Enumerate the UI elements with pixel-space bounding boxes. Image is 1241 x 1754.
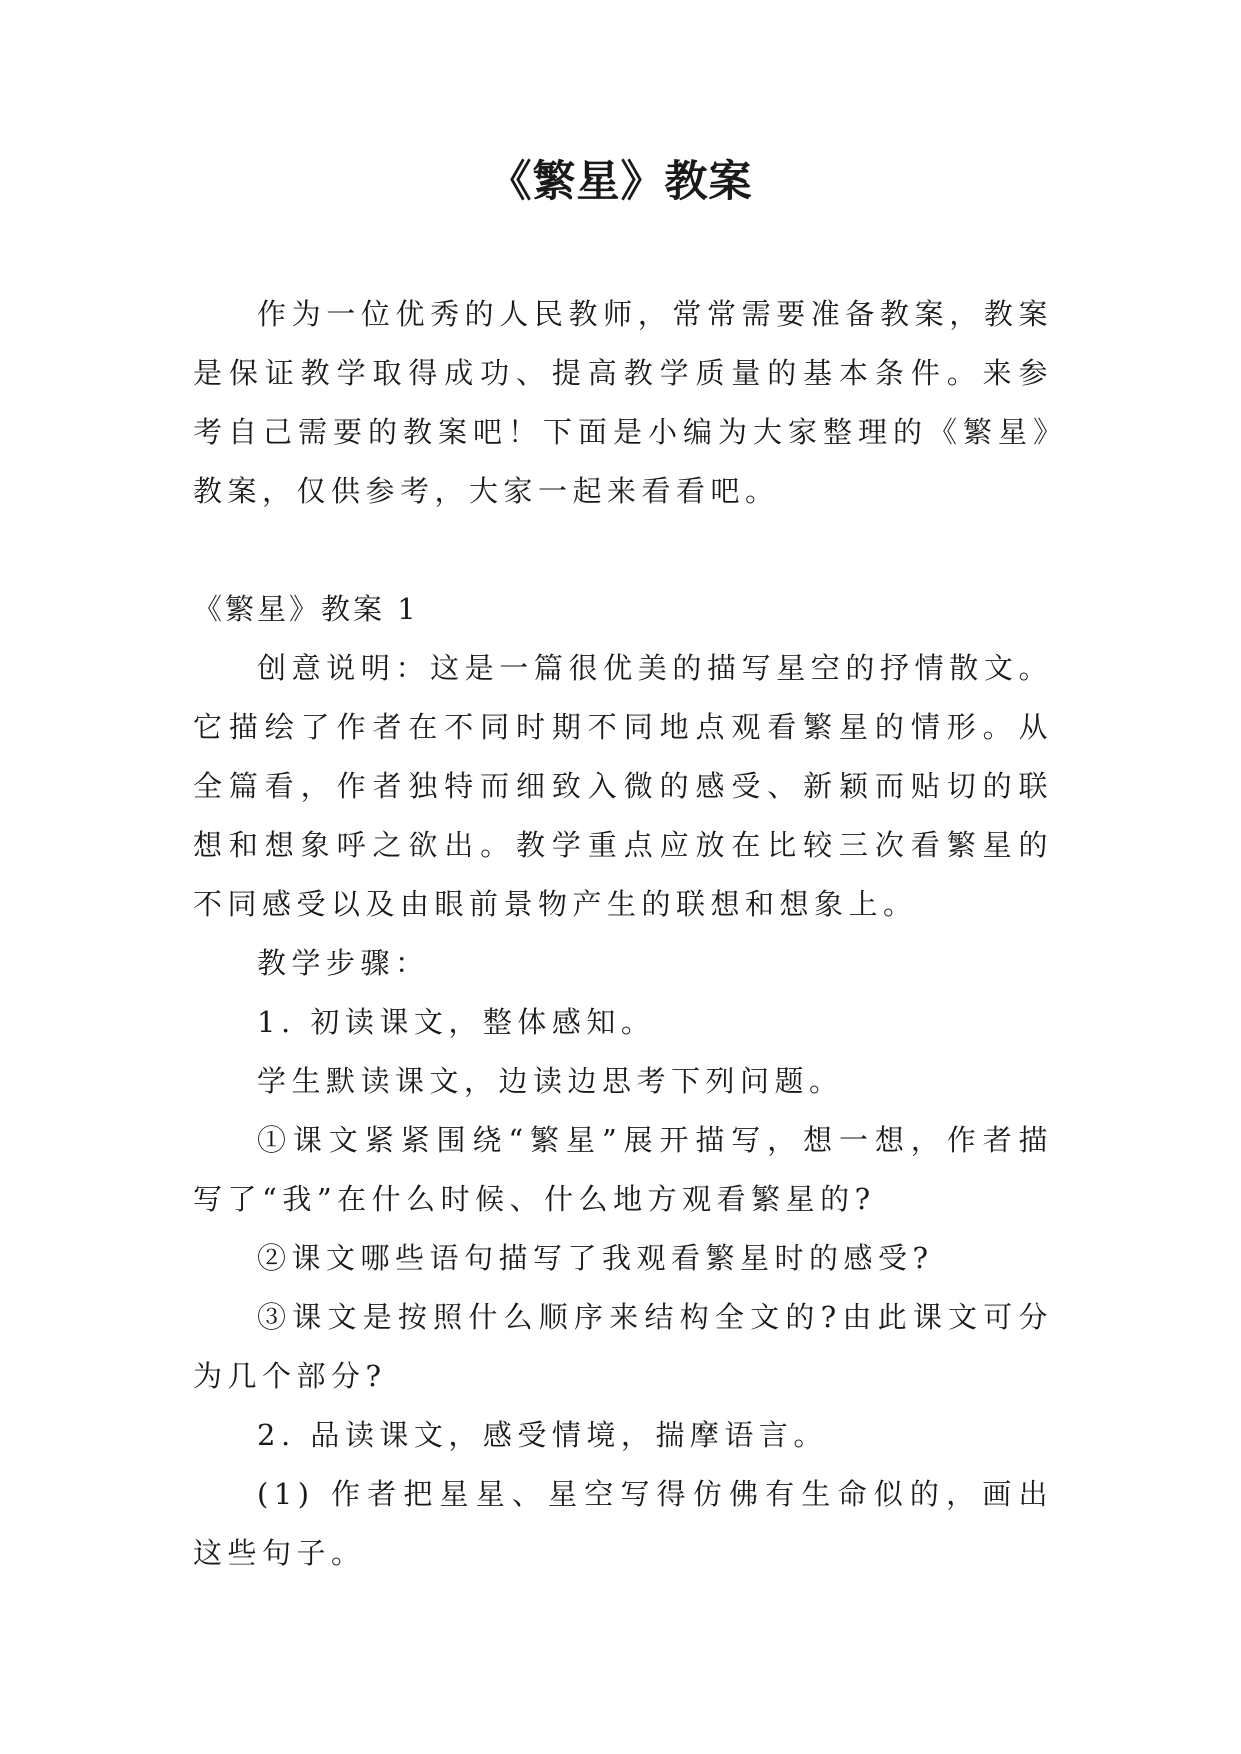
paragraph-step-2-item-1: (1) 作者把星星、星空写得仿佛有生命似的，画出这些句子。	[193, 1477, 1053, 1570]
intro-block	[193, 285, 1053, 521]
section-1	[193, 580, 1053, 1583]
intro-paragraph: 作为一位优秀的人民教师，常常需要准备教案，教案是保证教学取得成功、提高教学质量的基本条件。来参考自己需要的教案吧！下面是小编为大家整理的《繁星》教案，仅供参考，大家一起来看看吧。	[193, 297, 1053, 508]
paragraph-steps-label: 教学步骤：	[257, 946, 430, 980]
paragraph-question-2: ②课文哪些语句描写了我观看繁星时的感受?	[257, 1241, 934, 1275]
paragraph-step-2: 2. 品读课文，感受情境，揣摩语言。	[257, 1418, 828, 1452]
document-title: 《繁星》教案	[488, 157, 753, 207]
section-heading: 《繁星》教案 1	[193, 592, 419, 626]
paragraph-creative-note: 创意说明：这是一篇很优美的描写星空的抒情散文。它描绘了作者在不同时期不同地点观看繁星的情形。从全篇看，作者独特而细致入微的感受、新颖而贴切的联想和想象呼之欲出。教学重点应放在比较三次看繁星的不同感受以及由眼前景物产生的联想和想象上。	[193, 651, 1053, 921]
paragraph-step-1: 1. 初读课文，整体感知。	[257, 1005, 656, 1039]
paragraph-step-1-task: 学生默读课文，边读边思考下列问题。	[257, 1064, 844, 1098]
paragraph-question-3: ③课文是按照什么顺序来结构全文的?由此课文可分为几个部分?	[193, 1300, 1053, 1393]
paragraph-question-1: ①课文紧紧围绕“繁星”展开描写，想一想，作者描写了“我”在什么时候、什么地方观看繁星的?	[193, 1123, 1053, 1216]
